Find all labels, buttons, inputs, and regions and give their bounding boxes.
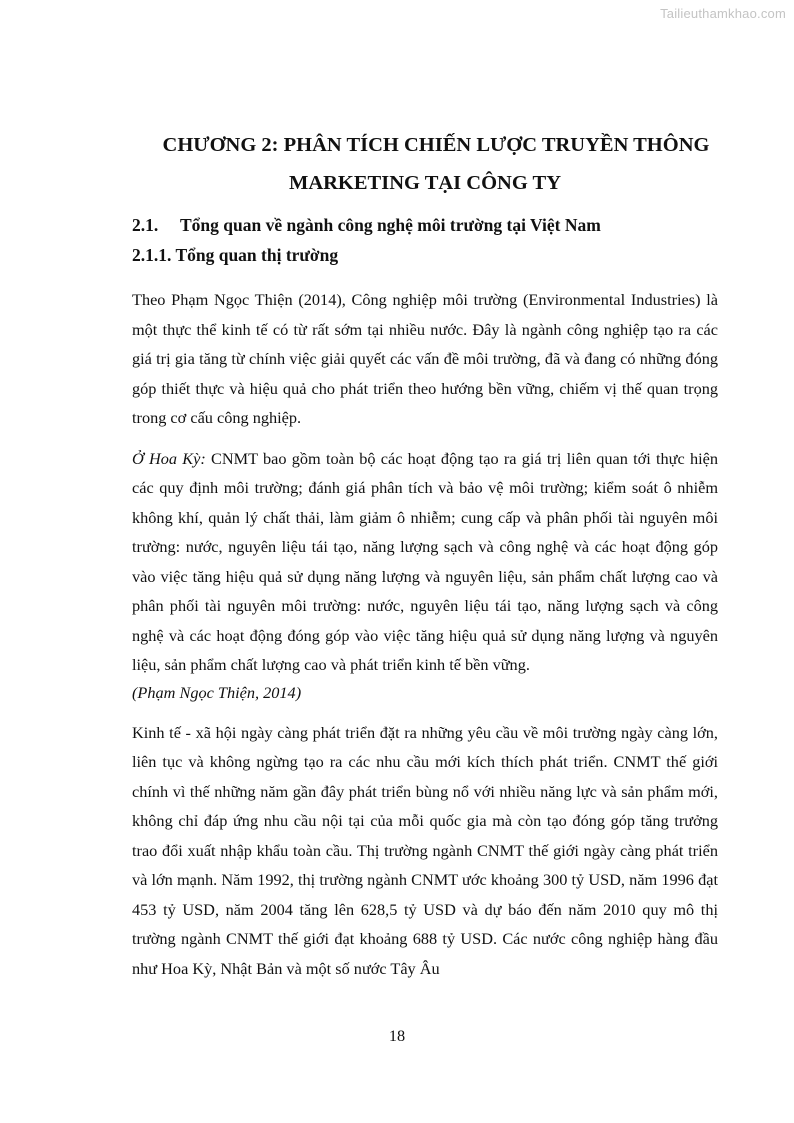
chapter-title-line-1: CHƯƠNG 2: PHÂN TÍCH CHIẾN LƯỢC TRUYỀN THÔNG bbox=[162, 134, 710, 156]
section-number: 2.1. bbox=[132, 215, 159, 235]
subsection-title: Tổng quan thị trường bbox=[175, 245, 339, 265]
subsection-heading bbox=[132, 240, 718, 270]
chapter-title-line-2: MARKETING TẠI CÔNG TY bbox=[288, 172, 562, 194]
citation: (Phạm Ngọc Thiện, 2014) bbox=[132, 682, 302, 702]
paragraph-market: Kinh tế - xã hội ngày càng phát triển đặt ra những yêu cầu về môi trường ngày càng lớn, liên tục và không ngừng tạo ra các nhu cầu mới kích thích phát triển. CNMT thế giới chính vì thế những năm gần đây phát triển bùng nổ với nhiều năng lực và sản phẩm mới, không chỉ đáp ứng nhu cầu nội tại của mỗi quốc gia mà còn tạo đóng góp tăng trưởng trao đổi xuất nhập khẩu toàn cầu. Thị trường ngành CNMT thế giới ngày càng phát triển và lớn mạnh. Năm 1992, thị trường ngành CNMT ước khoảng 300 tỷ USD, năm 1996 đạt 453 tỷ USD, năm 2004 tăng lên 628,5 tỷ USD và dự báo đến năm 2010 quy mô thị trường ngành CNMT thế giới đạt khoảng 688 tỷ USD. Các nước công nghiệp hàng đầu như Hoa Kỳ, Nhật Bản và một số nước Tây Âu bbox=[132, 722, 718, 978]
paragraph-hoa-ky-lead: Ở Hoa Kỳ: bbox=[132, 448, 206, 468]
document-page bbox=[132, 126, 718, 983]
paragraph-hoa-ky-body: CNMT bao gồm toàn bộ các hoạt động tạo ra giá trị liên quan tới thực hiện các quy định môi trường; đánh giá phân tích và bảo vệ môi trường; kiểm soát ô nhiễm không khí, quản lý chất thải, làm giảm ô nhiễm; cung cấp và phân phối tài nguyên môi trường: nước, nguyên liệu tái tạo, năng lượng sạch và công nghệ và các hoạt động góp vào việc tăng hiệu quả sử dụng năng lượng và nguyên liệu, sản phẩm chất lượng cao và phân phối tài nguyên môi trường: nước, nguyên liệu tái tạo, năng lượng sạch và công nghệ và các hoạt động đóng góp vào việc tăng hiệu quả sử dụng năng lượng và nguyên liệu, sản phẩm chất lượng cao và phát triển kinh tế bền vững. bbox=[132, 448, 719, 674]
subsection-number: 2.1.1. bbox=[132, 245, 172, 265]
section-heading bbox=[132, 210, 718, 240]
watermark: Tailieuthamkhao.com bbox=[660, 6, 786, 21]
paragraph-intro: Theo Phạm Ngọc Thiện (2014), Công nghiệp môi trường (Environmental Industries) là một thực thể kinh tế có từ rất sớm tại nhiều nước. Đây là ngành công nghiệp tạo ra các giá trị gia tăng từ chính việc giải quyết các vấn đề môi trường, đã và đang có những đóng góp thiết thực và hiệu quả cho phát triển theo hướng bền vững, chiếm vị thế quan trọng trong cơ cấu công nghiệp. bbox=[132, 290, 718, 427]
section-title: Tổng quan về ngành công nghệ môi trường tại Việt Nam bbox=[180, 215, 601, 235]
paragraph-hoa-ky bbox=[132, 444, 718, 706]
chapter-title bbox=[132, 126, 718, 202]
page-number: 18 bbox=[388, 1026, 406, 1045]
